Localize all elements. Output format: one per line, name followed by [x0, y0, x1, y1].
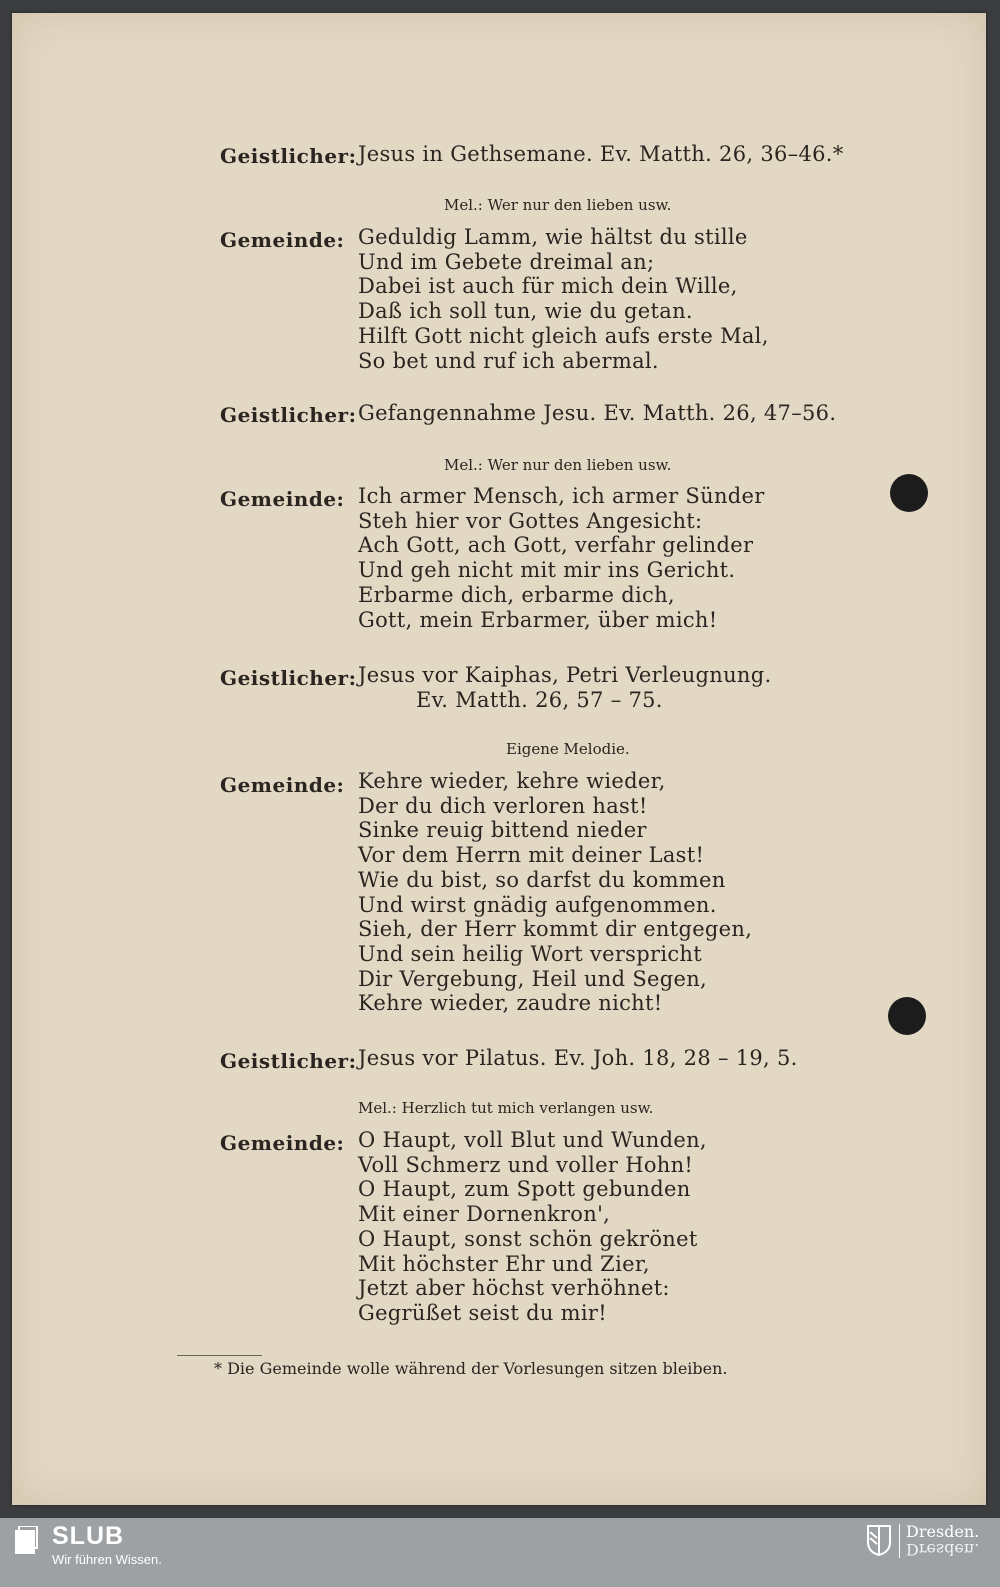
verse-line: Und sein heilig Wort verspricht	[358, 941, 702, 966]
role-label: Gemeinde:	[220, 773, 345, 797]
hymn-verse	[358, 1128, 707, 1326]
verse-line: Und geh nicht mit mir ins Gericht.	[358, 558, 736, 583]
role-label: Geistlicher:	[220, 666, 357, 690]
role-label: Geistlicher:	[220, 403, 357, 427]
footer-divider	[899, 1524, 900, 1558]
verse-line: Voll Schmerz und voller Hohn!	[358, 1152, 694, 1177]
slub-logo-icon	[14, 1526, 38, 1556]
reading-title: Jesus in Gethsemane. Ev. Matth. 26, 36–46.*	[358, 142, 844, 166]
punch-hole-top	[890, 474, 928, 512]
verse-line: Sinke reuig bittend nieder	[358, 818, 647, 843]
verse-line: Vor dem Herrn mit deiner Last!	[358, 843, 705, 868]
verse-line: Dir Vergebung, Heil und Segen,	[358, 966, 708, 991]
verse-line: Dabei ist auch für mich dein Wille,	[358, 274, 738, 299]
reading-title: Jesus vor Pilatus. Ev. Joh. 18, 28 – 19, 5.	[358, 1046, 798, 1070]
footer-bar	[0, 1518, 1000, 1587]
verse-line: Jetzt aber höchst verhöhnet:	[358, 1276, 670, 1301]
document-page	[12, 13, 986, 1505]
verse-line: Steh hier vor Gottes Angesicht:	[358, 508, 703, 533]
dresden-crest-icon	[866, 1524, 892, 1556]
melody-note: Mel.: Wer nur den lieben usw.	[444, 196, 672, 214]
verse-line: O Haupt, zum Spott gebunden	[358, 1177, 691, 1202]
dresden-wordmark-reflection: Dresden.	[906, 1540, 980, 1559]
role-label: Geistlicher:	[220, 144, 357, 168]
melody-note: Mel.: Herzlich tut mich verlangen usw.	[358, 1099, 654, 1117]
verse-line: O Haupt, voll Blut und Wunden,	[358, 1128, 707, 1152]
verse-line: Kehre wieder, zaudre nicht!	[358, 991, 663, 1016]
dresden-wordmark[interactable]: Dresden.	[906, 1522, 980, 1541]
verse-line: Hilft Gott nicht gleich aufs erste Mal,	[358, 323, 769, 348]
verse-line: Sieh, der Herr kommt dir entgegen,	[358, 917, 753, 942]
footnote: * Die Gemeinde wolle während der Vorlesungen sitzen bleiben.	[214, 1359, 728, 1378]
verse-line: Erbarme dich, erbarme dich,	[358, 582, 675, 607]
verse-line: Und im Gebete dreimal an;	[358, 249, 655, 274]
verse-line: Ich armer Mensch, ich armer Sünder	[358, 484, 765, 508]
footnote-rule	[177, 1355, 262, 1356]
hymn-verse	[358, 769, 752, 1016]
hymn-verse	[358, 225, 769, 373]
verse-line: O Haupt, sonst schön gekrönet	[358, 1226, 698, 1251]
melody-note: Mel.: Wer nur den lieben usw.	[444, 456, 672, 474]
verse-line: Und wirst gnädig aufgenommen.	[358, 892, 717, 917]
reading-title: Gefangennahme Jesu. Ev. Matth. 26, 47–56.	[358, 401, 837, 425]
punch-hole-bottom	[888, 997, 926, 1035]
verse-line: Mit einer Dornenkron',	[358, 1202, 611, 1227]
verse-line: Geduldig Lamm, wie hältst du stille	[358, 225, 748, 249]
verse-line: Ach Gott, ach Gott, verfahr gelinder	[358, 533, 754, 558]
role-label: Geistlicher:	[220, 1049, 357, 1073]
verse-line: Mit höchster Ehr und Zier,	[358, 1251, 650, 1276]
slub-brand[interactable]: SLUB	[52, 1522, 125, 1550]
slub-tagline: Wir führen Wissen.	[52, 1552, 162, 1567]
hymn-verse	[358, 484, 765, 632]
role-label: Gemeinde:	[220, 1131, 345, 1155]
role-label: Gemeinde:	[220, 228, 345, 252]
verse-line: Daß ich soll tun, wie du getan.	[358, 299, 693, 324]
verse-line: Gott, mein Erbarmer, über mich!	[358, 607, 718, 632]
verse-line: Wie du bist, so darfst du kommen	[358, 867, 726, 892]
verse-line: Kehre wieder, kehre wieder,	[358, 769, 666, 793]
verse-line: Gegrüßet seist du mir!	[358, 1300, 607, 1325]
melody-note: Eigene Melodie.	[506, 740, 630, 758]
role-label: Gemeinde:	[220, 487, 345, 511]
reading-title: Jesus vor Kaiphas, Petri Verleugnung.	[358, 663, 772, 687]
verse-line: Der du dich verloren hast!	[358, 793, 648, 818]
reading-reference: Ev. Matth. 26, 57 – 75.	[416, 688, 663, 712]
verse-line: So bet und ruf ich abermal.	[358, 348, 659, 373]
